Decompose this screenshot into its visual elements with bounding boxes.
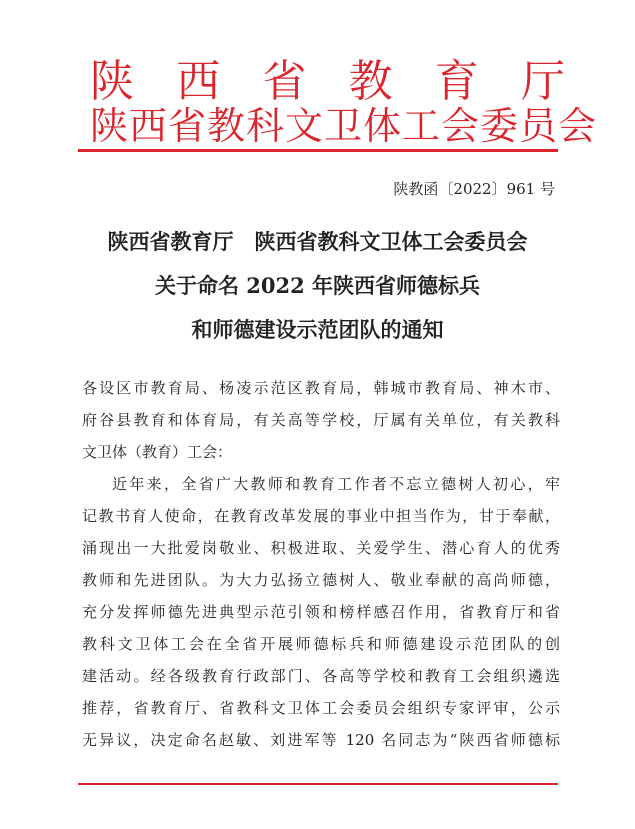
- letterhead-char: 陕: [90, 56, 134, 107]
- letterhead-issuer-1: [90, 58, 565, 106]
- letterhead-issuer-2: 陕西省教科文卫体工会委员会: [90, 104, 598, 148]
- paragraph-line: 记教书育人使命，在教育改革发展的事业中担当作为，甘于奉献，: [82, 507, 560, 525]
- paragraph-line: 充分发挥师德先进典型示范引领和榜样感召作用，省教育厅和省: [82, 603, 560, 621]
- paragraph-line: 近年来，全省广大教师和教育工作者不忘立德树人初心，牢: [112, 475, 560, 493]
- paragraph-line: 推荐，省教育厅、省教科文卫体工会委员会组织专家评审，公示: [82, 699, 560, 717]
- paragraph-line: 无异议，决定命名赵敏、刘进军等 120 名同志为“陕西省师德标: [82, 731, 560, 749]
- letterhead-char: 教: [348, 56, 393, 107]
- addressee-line: 各设区市教育局、杨凌示范区教育局，韩城市教育局、神木市、: [82, 379, 560, 397]
- letterhead-char: 厅: [520, 56, 565, 107]
- paragraph-line: 建活动。经各级教育行政部门、各高等学校和教育工会组织遴选: [82, 667, 560, 685]
- title-line-2: 关于命名 2022 年陕西省师德标兵: [154, 273, 481, 298]
- paragraph-line: 涌现出一大批爱岗敬业、积极进取、关爱学生、潜心育人的优秀: [82, 539, 560, 557]
- addressee-line: 文卫体（教育）工会：: [82, 443, 233, 461]
- document-number: 陕教函〔2022〕961 号: [393, 180, 555, 198]
- letterhead-char: 西: [176, 56, 221, 107]
- document-body: [82, 372, 560, 756]
- title-line-1: 陕西省教育厅 陕西省教科文卫体工会委员会: [107, 229, 528, 254]
- paragraph-line: 教师和先进团队。为大力弘扬立德树人、敬业奉献的高尚师德，: [82, 571, 560, 589]
- letterhead-divider: [78, 149, 558, 152]
- letterhead-char: 省: [262, 56, 307, 107]
- footer-divider: [78, 783, 558, 785]
- letterhead-char: 育: [434, 56, 479, 107]
- paragraph-line: 教科文卫体工会在全省开展师德标兵和师德建设示范团队的创: [82, 635, 560, 653]
- title-line-3: 和师德建设示范团队的通知: [191, 317, 444, 342]
- addressee-line: 府谷县教育和体育局，有关高等学校，厅属有关单位，有关教科: [82, 411, 560, 429]
